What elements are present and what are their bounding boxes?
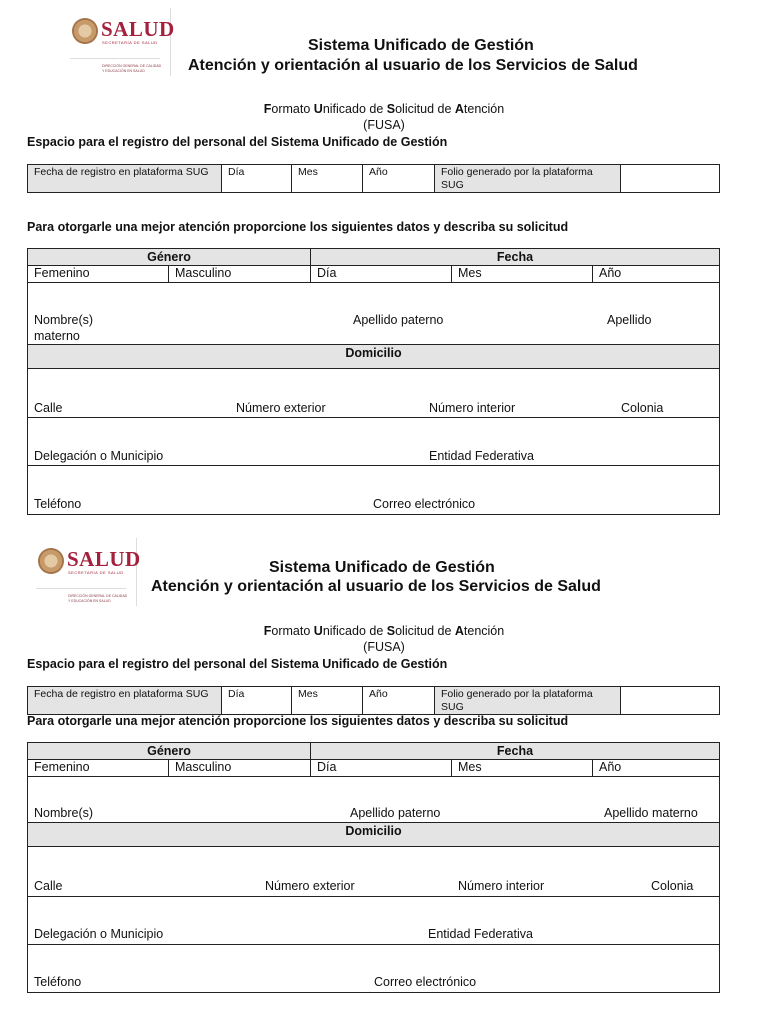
gender-header: Género (28, 249, 311, 265)
int-number-label: Número interior (458, 879, 545, 893)
last-name-2-label: Apellido (607, 313, 652, 327)
street-label: Calle (34, 401, 63, 415)
date-year-field[interactable]: Año (599, 760, 622, 774)
ext-number-label: Número exterior (236, 401, 326, 415)
form-header (0, 530, 768, 610)
date-month-field[interactable]: Mes (452, 760, 593, 776)
state-label: Entidad Federativa (428, 927, 533, 941)
names-label: Nombre(s) (34, 313, 94, 327)
personal-data-box (27, 283, 720, 515)
last-name-1-label: Apellido paterno (350, 806, 441, 820)
state-label: Entidad Federativa (429, 449, 534, 463)
int-number-label: Número interior (429, 401, 516, 415)
registry-folio-field[interactable] (621, 165, 719, 192)
logo-brand: SALUD (67, 547, 141, 571)
gender-date-table (27, 248, 720, 283)
gender-date-table (27, 742, 720, 777)
personal-data-box (27, 777, 720, 993)
salud-logo (36, 538, 141, 606)
logo-dependency-2: Y EDUCACIÓN EN SALUD (68, 599, 111, 603)
registry-month-field[interactable]: Mes (292, 687, 363, 714)
page-title: Sistema Unificado de Gestión (269, 559, 495, 576)
logo-dependency-2: Y EDUCACIÓN EN SALUD (102, 69, 145, 73)
page-subtitle: Atención y orientación al usuario de los Servicios de Salud (188, 57, 638, 74)
page-subtitle: Atención y orientación al usuario de los Servicios de Salud (151, 578, 601, 595)
salud-logo (70, 8, 175, 76)
date-day-field[interactable]: Día (311, 266, 452, 282)
gender-female-option[interactable]: Femenino (28, 266, 169, 282)
registry-folio-label: Folio generado por la plataforma SUG (435, 165, 621, 192)
date-month-field[interactable]: Mes (452, 266, 593, 282)
format-name: Formato Unificado de Solicitud de Atención (263, 102, 505, 116)
phone-label: Teléfono (34, 497, 82, 511)
registry-year-field[interactable]: Año (363, 165, 435, 192)
email-label: Correo electrónico (374, 975, 477, 989)
registry-month-field[interactable]: Mes (292, 165, 363, 192)
last-name-2-label: Apellido materno (604, 806, 698, 820)
mexico-emblem-icon (38, 548, 64, 574)
last-name-2-label-cont: materno (34, 329, 80, 343)
logo-brand: SALUD (101, 17, 175, 41)
phone-label: Teléfono (34, 975, 82, 989)
colony-label: Colonia (621, 401, 664, 415)
page-title: Sistema Unificado de Gestión (308, 37, 534, 54)
logo-subbrand: SECRETARÍA DE SALUD (102, 40, 158, 45)
logo-subbrand: SECRETARÍA DE SALUD (68, 570, 124, 575)
last-name-1-label: Apellido paterno (353, 313, 444, 327)
instructions-heading: Para otorgarle una mejor atención proporcione los siguientes datos y describa su solicitud (27, 220, 569, 234)
gender-male-option[interactable]: Masculino (169, 266, 311, 282)
logo-dependency-1: DIRECCIÓN GENERAL DE CALIDAD (102, 64, 162, 68)
gender-female-option[interactable]: Femenino (28, 760, 169, 776)
registry-table (27, 686, 720, 715)
registry-folio-field[interactable] (621, 687, 719, 714)
instructions-heading: Para otorgarle una mejor atención proporcione los siguientes datos y describa su solicitud (27, 714, 569, 728)
address-header: Domicilio (28, 822, 719, 847)
staff-registry-heading: Espacio para el registro del personal del Sistema Unificado de Gestión (27, 135, 448, 149)
format-name: Formato Unificado de Solicitud de Atención (263, 624, 505, 638)
format-acronym: (FUSA) (363, 118, 405, 132)
registry-day-field[interactable]: Día (222, 165, 292, 192)
date-header: Fecha (496, 250, 534, 264)
colony-label: Colonia (651, 879, 694, 893)
gender-header: Género (28, 743, 311, 759)
registry-year-field[interactable]: Año (363, 687, 435, 714)
gender-male-option[interactable]: Masculino (169, 760, 311, 776)
mexico-emblem-icon (72, 18, 98, 44)
email-label: Correo electrónico (373, 497, 476, 511)
registry-date-label: Fecha de registro en plataforma SUG (28, 687, 222, 714)
registry-folio-label: Folio generado por la plataforma SUG (435, 687, 621, 714)
date-year-field[interactable]: Año (599, 266, 622, 280)
registry-day-field[interactable]: Día (222, 687, 292, 714)
ext-number-label: Número exterior (265, 879, 355, 893)
form-header (0, 0, 768, 80)
registry-table (27, 164, 720, 193)
address-header: Domicilio (28, 344, 719, 369)
date-header: Fecha (496, 744, 534, 758)
staff-registry-heading: Espacio para el registro del personal del Sistema Unificado de Gestión (27, 657, 448, 671)
street-label: Calle (34, 879, 63, 893)
logo-dependency-1: DIRECCIÓN GENERAL DE CALIDAD (68, 594, 128, 598)
names-label: Nombre(s) (34, 806, 94, 820)
registry-date-label: Fecha de registro en plataforma SUG (28, 165, 222, 192)
municipality-label: Delegación o Municipio (34, 449, 164, 463)
format-acronym: (FUSA) (363, 640, 405, 654)
date-day-field[interactable]: Día (311, 760, 452, 776)
municipality-label: Delegación o Municipio (34, 927, 164, 941)
